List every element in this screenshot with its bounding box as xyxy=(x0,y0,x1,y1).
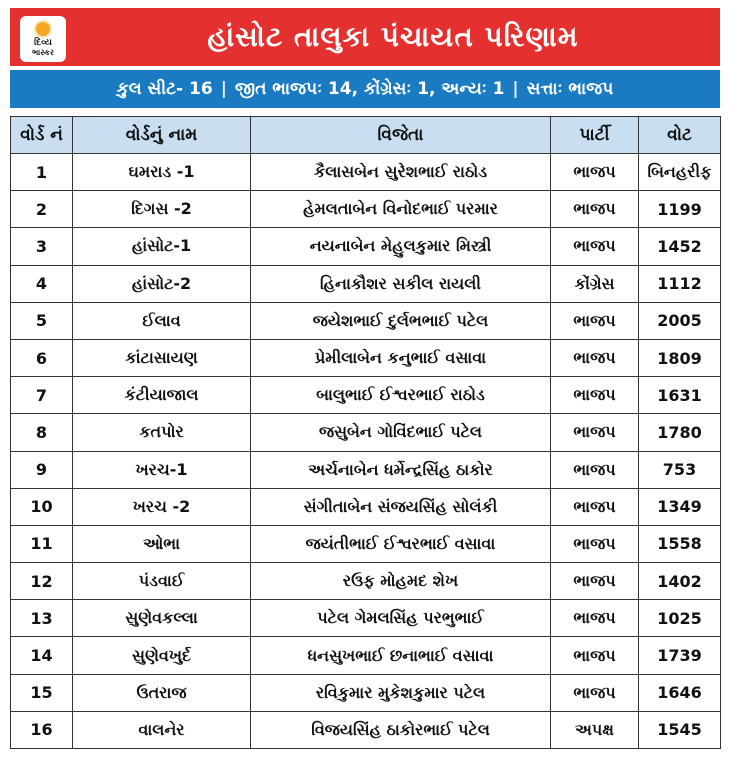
votes: 1809 xyxy=(639,339,721,376)
ward-name: હાંસોટ-1 xyxy=(73,228,251,265)
ward-name: કાંટાસાયણ xyxy=(73,339,251,376)
votes: 1199 xyxy=(639,191,721,228)
party: ભાજપ xyxy=(551,228,639,265)
party: કોંગ્રેસ xyxy=(551,265,639,302)
ward-number: 13 xyxy=(11,600,73,637)
ward-number: 2 xyxy=(11,191,73,228)
party: ભાજપ xyxy=(551,414,639,451)
ward-number: 6 xyxy=(11,339,73,376)
sun-icon xyxy=(36,22,50,36)
divya-bhaskar-logo xyxy=(20,16,66,62)
table-row xyxy=(11,265,721,302)
separator: | xyxy=(512,79,519,99)
winner-name: રવિકુમાર મુકેશકુમાર પટેલ xyxy=(251,674,551,711)
party: અપક્ષ xyxy=(551,711,639,748)
party: ભાજપ xyxy=(551,451,639,488)
table-row xyxy=(11,563,721,600)
winner-name: હિનાકૌશર સકીલ રાયલી xyxy=(251,265,551,302)
party: ભાજપ xyxy=(551,637,639,674)
votes: 1780 xyxy=(639,414,721,451)
table-row xyxy=(11,302,721,339)
ward-number: 9 xyxy=(11,451,73,488)
ward-name: હાંસોટ-2 xyxy=(73,265,251,302)
ward-name: કંટીયાજાલ xyxy=(73,377,251,414)
seats-won: જીત ભાજપઃ 14, કોંગ્રેસઃ 1, અન્યઃ 1 xyxy=(234,79,505,99)
winner-name: નયનાબેન મેહુલકુમાર મિસ્ત્રી xyxy=(251,228,551,265)
ward-name: ઉતરાજ xyxy=(73,674,251,711)
ward-name: પંડવાઈ xyxy=(73,563,251,600)
winner-name: જયંતીભાઈ ઈશ્વરભાઈ વસાવા xyxy=(251,525,551,562)
ward-name: દિગસ -2 xyxy=(73,191,251,228)
table-row xyxy=(11,711,721,748)
party: ભાજપ xyxy=(551,377,639,414)
votes: 1558 xyxy=(639,525,721,562)
table-header-row xyxy=(11,117,721,154)
winner-name: ધનસુખભાઈ છનાભાઈ વસાવા xyxy=(251,637,551,674)
table-row xyxy=(11,377,721,414)
party: ભાજપ xyxy=(551,191,639,228)
ward-name: કતપોર xyxy=(73,414,251,451)
votes: 1349 xyxy=(639,488,721,525)
ward-name: ઘમરાડ -1 xyxy=(73,154,251,191)
logo-text-line1: દિવ્ય xyxy=(34,37,52,48)
ward-number: 3 xyxy=(11,228,73,265)
winner-name: વિજયસિંહ ઠાકોરભાઈ પટેલ xyxy=(251,711,551,748)
party: ભાજપ xyxy=(551,488,639,525)
ward-number: 14 xyxy=(11,637,73,674)
ward-name: ઓભા xyxy=(73,525,251,562)
table-row xyxy=(11,674,721,711)
header-party: પાર્ટી xyxy=(551,117,639,154)
title-banner xyxy=(10,8,720,66)
table-row xyxy=(11,451,721,488)
table-row xyxy=(11,600,721,637)
winner-name: પટેલ ગેમલસિંહ પરભુભાઈ xyxy=(251,600,551,637)
party: ભાજપ xyxy=(551,302,639,339)
winner-name: રઉફ મોહમદ શેખ xyxy=(251,563,551,600)
party: ભાજપ xyxy=(551,525,639,562)
table-row xyxy=(11,191,721,228)
votes: બિનહરીફ xyxy=(639,154,721,191)
votes: 1025 xyxy=(639,600,721,637)
ward-name: ખરચ-1 xyxy=(73,451,251,488)
votes: 1452 xyxy=(639,228,721,265)
table-row xyxy=(11,339,721,376)
party: ભાજપ xyxy=(551,339,639,376)
party: ભાજપ xyxy=(551,154,639,191)
ward-number: 8 xyxy=(11,414,73,451)
ward-number: 7 xyxy=(11,377,73,414)
ward-name: સુણેવકલ્લા xyxy=(73,600,251,637)
ward-number: 10 xyxy=(11,488,73,525)
votes: 1402 xyxy=(639,563,721,600)
ward-number: 15 xyxy=(11,674,73,711)
table-row xyxy=(11,154,721,191)
votes: 1631 xyxy=(639,377,721,414)
ward-name: વાલનેર xyxy=(73,711,251,748)
ward-number: 16 xyxy=(11,711,73,748)
votes: 2005 xyxy=(639,302,721,339)
header-ward-number: વોર્ડ નં xyxy=(11,117,73,154)
winner-name: પ્રેમીલાબેન કનુભાઈ વસાવા xyxy=(251,339,551,376)
header-ward-name: વોર્ડનું નામ xyxy=(73,117,251,154)
ward-number: 1 xyxy=(11,154,73,191)
votes: 753 xyxy=(639,451,721,488)
ward-name: ઈલાવ xyxy=(73,302,251,339)
results-table xyxy=(10,116,721,749)
party-in-power: સત્તાઃ ભાજપ xyxy=(526,79,614,99)
winner-name: કૈલાસબેન સુરેશભાઈ રાઠોડ xyxy=(251,154,551,191)
ward-number: 4 xyxy=(11,265,73,302)
votes: 1112 xyxy=(639,265,721,302)
votes: 1545 xyxy=(639,711,721,748)
separator: | xyxy=(220,79,227,99)
header-votes: વોટ xyxy=(639,117,721,154)
header-winner: વિજેતા xyxy=(251,117,551,154)
summary-bar xyxy=(10,70,720,108)
table-row xyxy=(11,228,721,265)
votes: 1646 xyxy=(639,674,721,711)
ward-number: 11 xyxy=(11,525,73,562)
winner-name: જસુબેન ગોવિંદભાઈ પટેલ xyxy=(251,414,551,451)
party: ભાજપ xyxy=(551,674,639,711)
winner-name: સંગીતાબેન સંજયસિંહ સોલંકી xyxy=(251,488,551,525)
winner-name: જયેશભાઈ દુર્લભભાઈ પટેલ xyxy=(251,302,551,339)
party: ભાજપ xyxy=(551,563,639,600)
logo-text-line2: ભાસ્કર xyxy=(31,47,55,57)
votes: 1739 xyxy=(639,637,721,674)
winner-name: હેમલતાબેન વિનોદભાઈ પરમાર xyxy=(251,191,551,228)
ward-name: ખરચ -2 xyxy=(73,488,251,525)
table-row xyxy=(11,525,721,562)
winner-name: બાલુભાઈ ઈશ્વરભાઈ રાઠોડ xyxy=(251,377,551,414)
table-row xyxy=(11,488,721,525)
ward-name: સુણેવખુર્દ xyxy=(73,637,251,674)
ward-number: 5 xyxy=(11,302,73,339)
winner-name: અર્ચનાબેન ધર્મેન્દ્રસિંહ ઠાકોર xyxy=(251,451,551,488)
page-title: હાંસોટ તાલુકા પંચાયત પરિણામ xyxy=(207,20,579,53)
table-row xyxy=(11,637,721,674)
party: ભાજપ xyxy=(551,600,639,637)
table-row xyxy=(11,414,721,451)
ward-number: 12 xyxy=(11,563,73,600)
total-seats: કુલ સીટ- 16 xyxy=(116,79,213,99)
